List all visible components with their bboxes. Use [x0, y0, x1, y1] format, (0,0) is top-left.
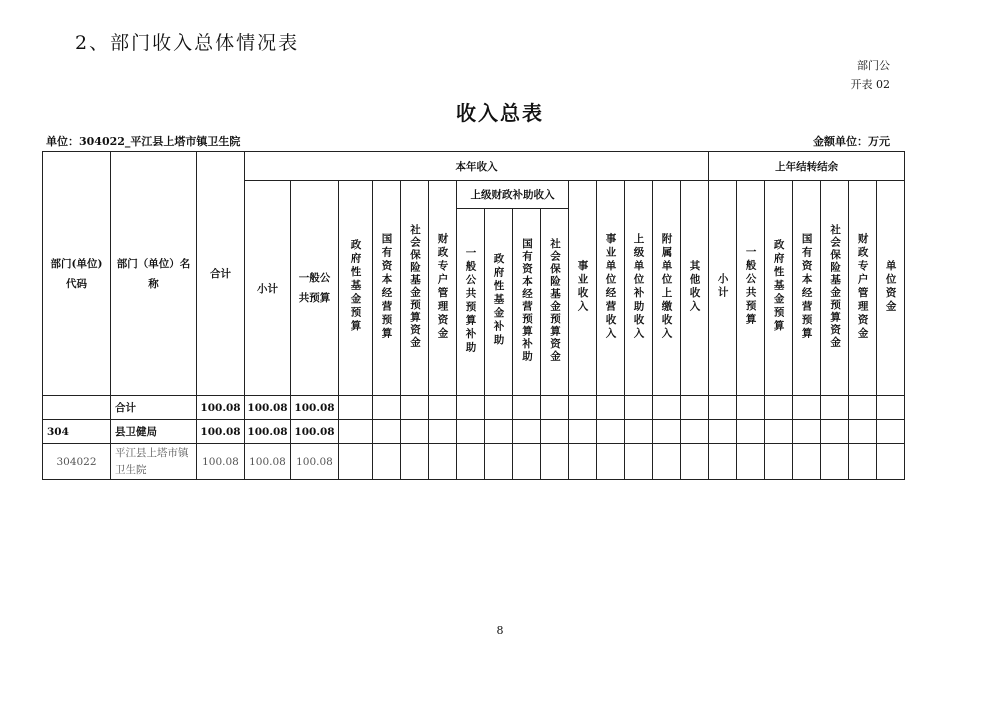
row-general: 100.08 [291, 420, 339, 444]
header-superior-subsidy: 上级财政补助收入 [457, 181, 569, 209]
header-business-income: 事业收入 [569, 181, 597, 396]
row-subtotal: 100.08 [245, 396, 291, 420]
row-general: 100.08 [291, 396, 339, 420]
table-title: 收入总表 [456, 101, 544, 125]
row-total: 100.08 [197, 444, 245, 480]
header-operating-income: 事业单位经营收入 [597, 181, 625, 396]
header-current-year: 本年收入 [245, 152, 709, 181]
row-code [43, 396, 111, 420]
row-code: 304022 [43, 444, 111, 480]
header-prev-social: 社会保险基金预算资金 [821, 181, 849, 396]
row-subtotal: 100.08 [245, 444, 291, 480]
income-summary-table [42, 151, 905, 480]
header-prev-unit-funds: 单位资金 [877, 181, 905, 396]
row-name: 合计 [111, 396, 197, 420]
section-title: 2、部门收入总体情况表 [75, 32, 300, 54]
header-name: 部门（单位）名称 [111, 152, 197, 396]
unit-label: 单位：304022_平江县上塔市镇卫生院 [46, 135, 241, 148]
header-prev-fiscal-special: 财政专户管理资金 [849, 181, 877, 396]
header-code: 部门(单位)代码 [43, 152, 111, 396]
header-sub-gov-fund: 政府性基金补助 [485, 209, 513, 396]
header-other-income: 其他收入 [681, 181, 709, 396]
header-social-insurance: 社会保险基金预算资金 [401, 181, 429, 396]
row-general: 100.08 [291, 444, 339, 480]
page-number: 8 [496, 624, 504, 637]
row-name: 县卫健局 [111, 420, 197, 444]
table-row-dept [43, 420, 905, 444]
header-sub-general: 一般公共预算补助 [457, 209, 485, 396]
header-state-capital: 国有资本经营预算 [373, 181, 401, 396]
header-total: 合计 [197, 152, 245, 396]
header-prev-subtotal: 小计 [709, 181, 737, 396]
header-sub-state-capital: 国有资本经营预算补助 [513, 209, 541, 396]
row-total: 100.08 [197, 396, 245, 420]
header-fiscal-special: 财政专户管理资金 [429, 181, 457, 396]
row-subtotal: 100.08 [245, 420, 291, 444]
table-row-total [43, 396, 905, 420]
header-sub-social: 社会保险基金预算资金 [541, 209, 569, 396]
row-code: 304 [43, 420, 111, 444]
header-general-budget: 一般公共预算 [291, 181, 339, 396]
header-prev-gov-fund: 政府性基金预算 [765, 181, 793, 396]
header-affiliated-income: 附属单位上缴收入 [653, 181, 681, 396]
header-prev-general: 一般公共预算 [737, 181, 765, 396]
form-code-line2: 开表 02 [850, 78, 890, 91]
table-row-unit [43, 444, 905, 480]
header-prior-year: 上年结转结余 [709, 152, 905, 181]
amount-unit-label: 金额单位：万元 [813, 135, 890, 148]
row-name: 平江县上塔市镇卫生院 [111, 444, 197, 480]
header-prev-state-capital: 国有资本经营预算 [793, 181, 821, 396]
header-subtotal: 小计 [245, 181, 291, 396]
header-superior-unit-subsidy: 上级单位补助收入 [625, 181, 653, 396]
header-gov-fund: 政府性基金预算 [339, 181, 373, 396]
row-total: 100.08 [197, 420, 245, 444]
form-code-line1: 部门公 [857, 59, 890, 72]
